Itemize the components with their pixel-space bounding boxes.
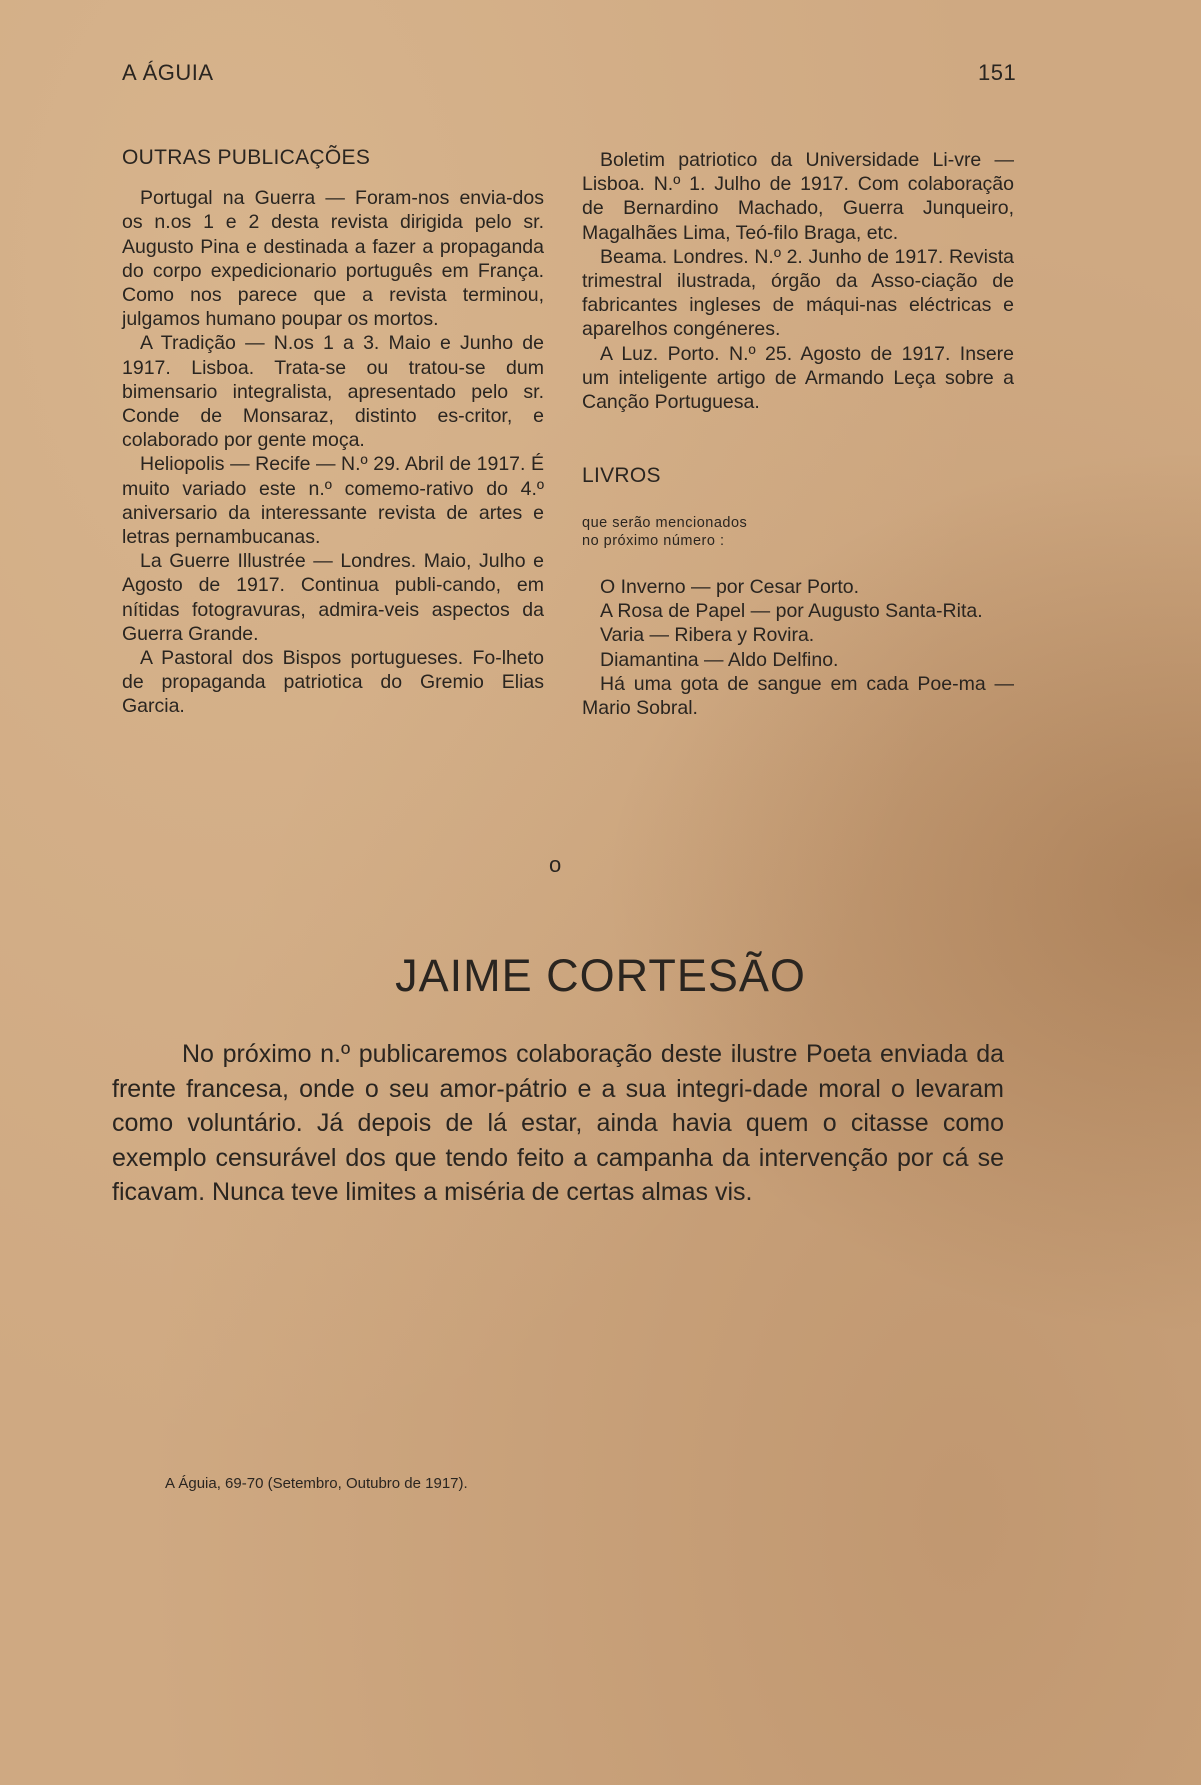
books-list (582, 575, 1014, 720)
section-heading-books: LIVROS (582, 464, 661, 487)
book-entry: Varia — Ribera y Rovira. (600, 624, 815, 647)
announcement-title: JAIME CORTESÃO (395, 950, 806, 1001)
book-entry: A Rosa de Papel — por Augusto Santa-Rita. (600, 600, 983, 623)
publication-entry: A Tradição — N.os 1 a 3. Maio e Junho de 1917. Lisboa. Trata-se ou tratou-se dum bimensario integralista, apresentado pelo sr. Conde de Monsaraz, distinto es-critor, e colaborado por gente moça. (122, 332, 544, 452)
right-column (582, 148, 1014, 414)
page-number: 151 (978, 60, 1017, 85)
book-entry: Diamantina — Aldo Delfino. (600, 648, 839, 671)
books-note-line: que serão mencionados (582, 515, 748, 531)
publication-entry: Beama. Londres. N.º 2. Junho de 1917. Revista trimestral ilustrada, órgão da Asso-ciação de fabricantes ingleses de máqui-nas eléctricas e aparelhos congéneres. (582, 245, 1014, 341)
section-heading-other-publications: OUTRAS PUBLICAÇÕES (122, 146, 371, 169)
book-entry: O Inverno — por Cesar Porto. (600, 576, 860, 598)
announcement-body (112, 1037, 1004, 1210)
publication-entry: A Pastoral dos Bispos portugueses. Fo-lheto de propaganda patriotica do Gremio Elias Garcia. (122, 647, 544, 718)
announcement-paragraph: No próximo n.º publicaremos colaboração deste ilustre Poeta enviada da frente francesa, onde o seu amor-pátrio e a sua integri-dade moral o levaram como voluntário. Já depois de lá estar, ainda havia quem o citasse como exemplo censurável dos que tendo feito a campanha da intervenção por cá se ficavam. Nunca teve limites a miséria de certas almas vis. (112, 1040, 1004, 1207)
footer-citation: A Águia, 69-70 (Setembro, Outubro de 1917). (165, 1475, 468, 1492)
books-note (582, 514, 747, 550)
publication-entry: La Guerre Illustrée — Londres. Maio, Julho e Agosto de 1917. Continua publi-cando, em nítidas fotogravuras, admira-veis aspectos da Guerra Grande. (122, 550, 544, 645)
book-entry: Há uma gota de sangue em cada Poe-ma — Mario Sobral. (582, 672, 1014, 720)
publication-entry: Boletim patriotico da Universidade Li-vre — Lisboa. N.º 1. Julho de 1917. Com colaboração de Bernardino Machado, Guerra Junqueiro, Magalhães Lima, Teó-filo Braga, etc. (582, 149, 1014, 244)
left-column (122, 146, 544, 719)
publication-entry: A Luz. Porto. N.º 25. Agosto de 1917. Insere um inteligente artigo de Armando Leça sobre a Canção Portuguesa. (582, 342, 1014, 414)
publication-entry: Heliopolis — Recife — N.º 29. Abril de 1917. É muito variado este n.º comemo-rativo do 4.º aniversario da interessante revista de artes e letras pernambucanas. (122, 453, 544, 549)
journal-title: A ÁGUIA (122, 60, 214, 85)
publication-entry: Portugal na Guerra — Foram-nos envia-dos os n.os 1 e 2 desta revista dirigida pelo sr. Augusto Pina e destinada a fazer a propaganda do corpo expedicionario português em França. Como nos parece que a revista terminou, julgamos humano poupar os mortos. (122, 187, 544, 331)
books-note-line: no próximo número : (582, 533, 725, 549)
section-separator: o (549, 852, 562, 877)
